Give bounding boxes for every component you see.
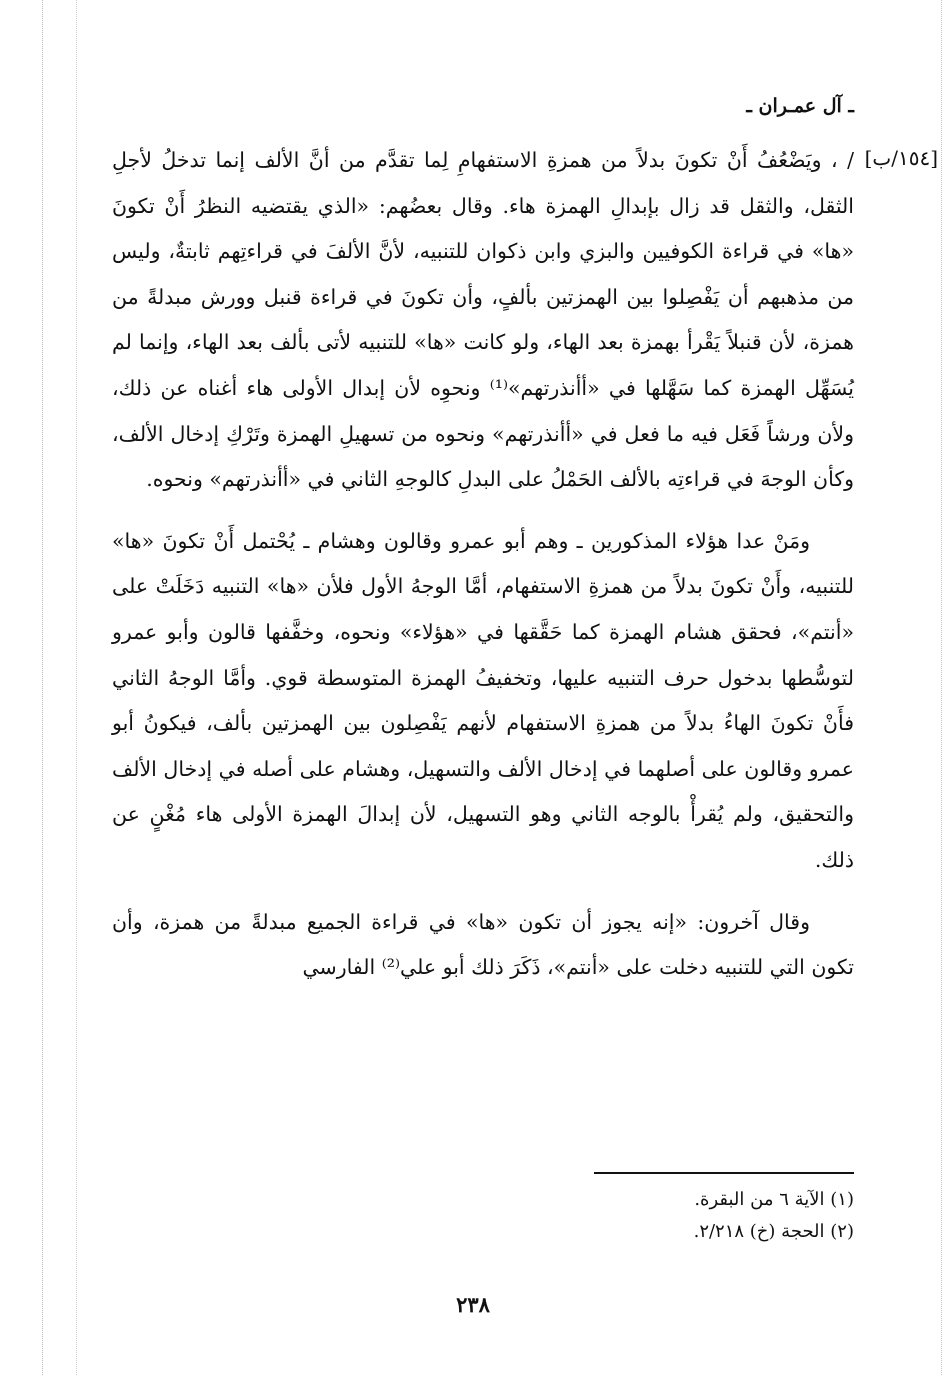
page-number: ٢٣٨ (456, 1292, 490, 1317)
footnote-2: (٢) الحجة (خ) ٢/٢١٨. (693, 1221, 854, 1242)
paragraph-1: / ، ويَضْعُفُ أَنْ تكونَ بدلاً من همزةِ الاستفهامِ لِما تقدَّم من أنَّ الألف إنما تدخلُ لأجلِ الثقل، والثقل قد زال بإبدالِ الهمزة هاء. وقال بعضُهم: «الذي يقتضيه النظرُ أَنْ تكونَ «ها» في قراءة الكوفيين والبزي وابن ذكوان للتنبيه، لأنَّ الألفَ في قراءتِهم ثابتةٌ، وليس من مذهبهم أن يَفْصِلوا بين الهمزتين بألفٍ، وأن تكونَ في قراءة قنبل وورش مبدلةً من همزة، لأن قنبلاً يَقْرأ بهمزة بعد الهاء، ولو كانت «ها» للتنبيه لأتى بألف بعد الهاء، وإنما لم يُسَهِّل الهمزة كما سَهَّلها في «أأنذرتهم»⁽¹⁾ ونحوِه لأن إبدال الأولى هاء أغناه عن ذلك، ولأن ورشاً فَعَل فيه ما فعل في «أأنذرتهم» ونحوه من تسهيلِ الهمزة وتَرْكِ إدخال الألف، وكأن الوجهَ في قراءتِه بالألف الحَمْلُ على البدلِ كالوجهِ الثاني في «أأنذرتهم» ونحوه. (112, 148, 855, 492)
footnotes (112, 1184, 854, 1248)
footnote-1: (١) الآية ٦ من البقرة. (694, 1189, 854, 1210)
paragraph-3: وقال آخرون: «إنه يجوز أن تكون «ها» في قراءة الجميع مبدلةً من همزة، وأن تكون التي للتنبيه دخلت على «أنتم»، ذَكَرَ ذلك أبو علي⁽²⁾ الفارسي (112, 909, 854, 980)
scan-edge-right (941, 0, 942, 1375)
running-head: ـ آل عمـران ـ (746, 95, 854, 117)
body-text (112, 138, 854, 991)
scan-edge-left-inner (76, 0, 77, 1375)
footnote-divider (594, 1172, 854, 1174)
scan-edge-left (42, 0, 43, 1375)
margin-reference: [١٥٤/ب] (864, 146, 938, 170)
paragraph-2: ومَنْ عدا هؤلاء المذكورين ـ وهم أبو عمرو وقالون وهشام ـ يُحْتمل أَنْ تكونَ «ها» للتنبيه، وأَنْ تكونَ بدلاً من همزةِ الاستفهام، أمَّا الوجهُ الأول فلأن «ها» التنبيه دَخَلَتْ على «أنتم»، فحقق هشام الهمزة كما حَقَّقها في «هؤلاء» ونحوه، وخفَّفها قالون وأبو عمرو لتوسُّطها بدخول حرف التنبيه عليها، وتخفيفُ الهمزة المتوسطة قوي. وأمَّا الوجهُ الثاني فأَنْ تكونَ الهاءُ بدلاً من همزةِ الاستفهام لأنهم يَفْصِلون بين الهمزتين بألف، فيكونُ أبو عمرو وقالون على أصلهما في إدخال الألف والتسهيل، وهشام على أصله في إدخال الألف والتحقيق، ولم يُقرأْ بالوجه الثاني وهو التسهيل، لأن إبدالَ الهمزة الأولى هاء مُغْنٍ عن ذلك. (112, 528, 854, 872)
